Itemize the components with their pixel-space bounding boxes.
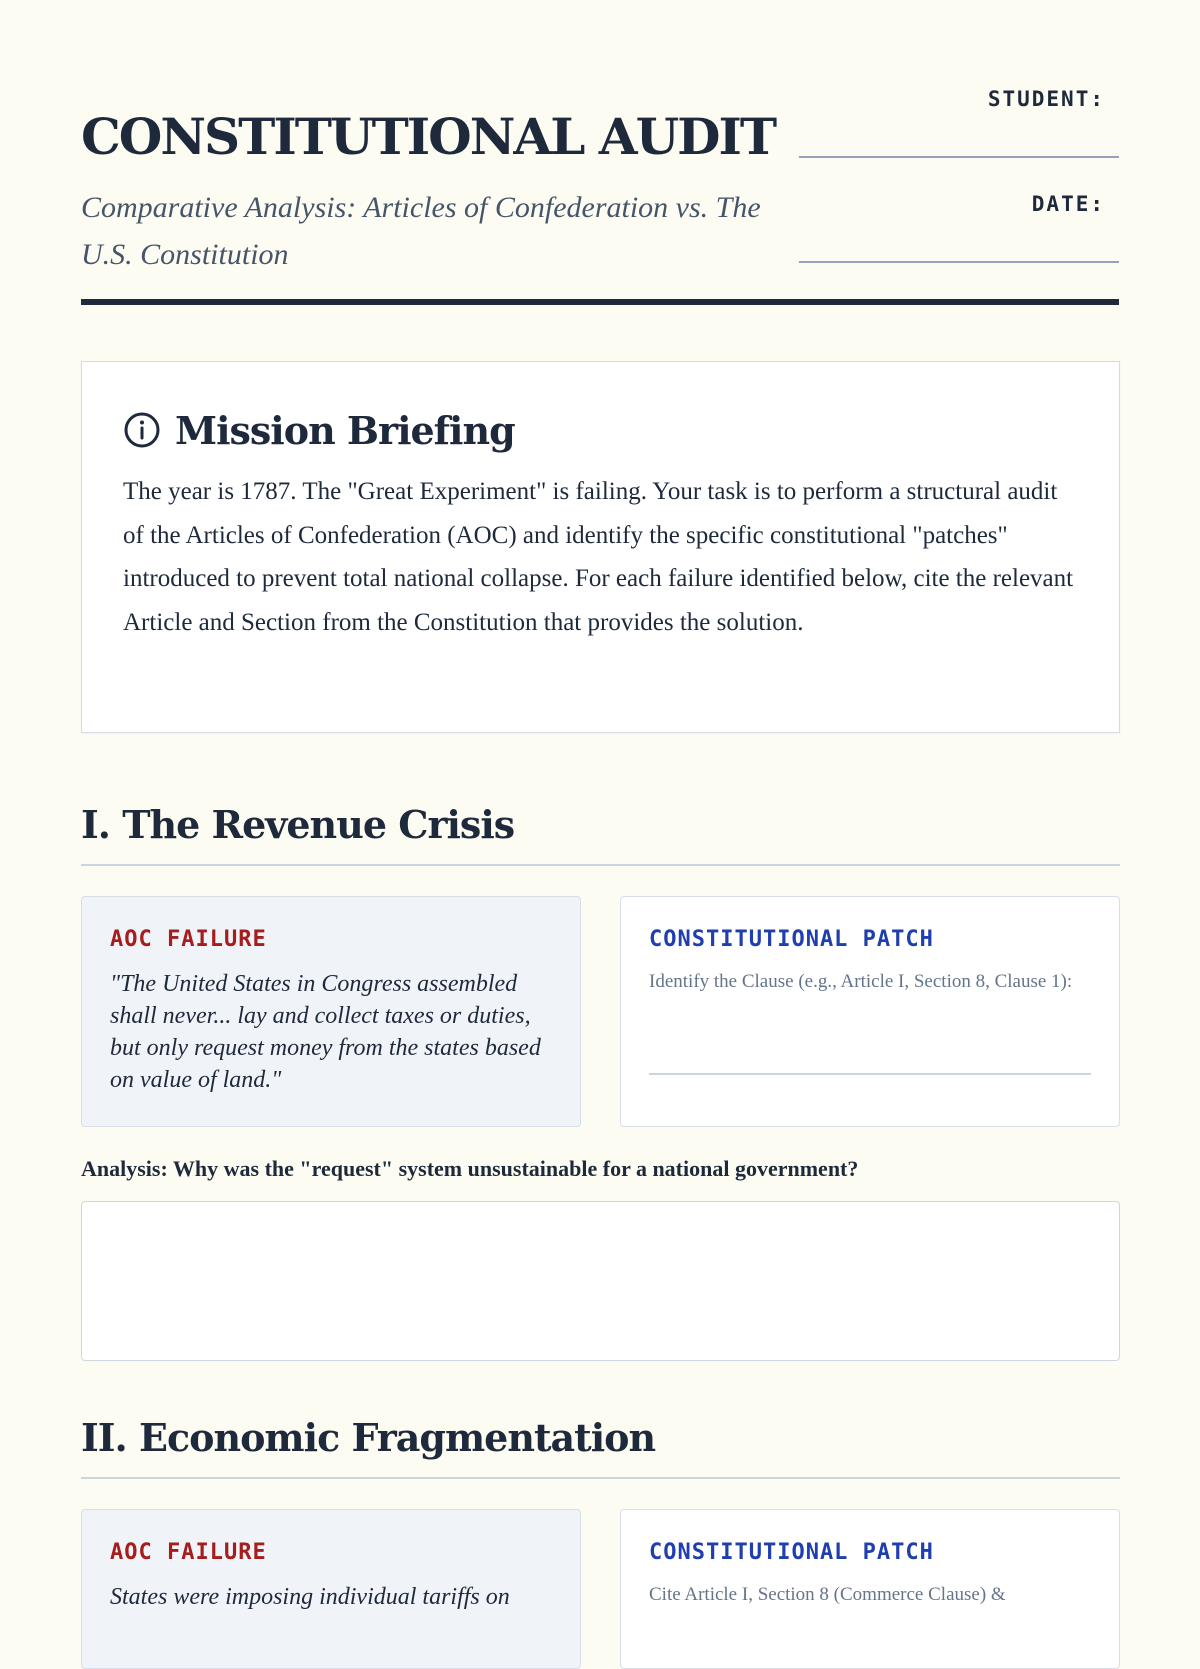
- patch-label: CONSTITUTIONAL PATCH: [649, 927, 934, 952]
- student-name-field[interactable]: [799, 87, 1119, 158]
- patch-prompt: Identify the Clause (e.g., Article I, Section 8, Clause 1):: [649, 971, 1073, 992]
- worksheet-header: [81, 0, 1119, 305]
- aoc-failure-label: AOC FAILURE: [110, 1540, 267, 1565]
- page-title: CONSTITUTIONAL AUDIT: [81, 107, 776, 166]
- section-title: II. Economic Fragmentation: [81, 1415, 1120, 1479]
- info-icon: [123, 411, 161, 449]
- aoc-failure-quote: "The United States in Congress assembled shall never... lay and collect taxes or duties, but only request money from the states based on value of land.": [110, 971, 541, 1093]
- mission-briefing-card: [81, 361, 1120, 733]
- patch-label: CONSTITUTIONAL PATCH: [649, 1540, 934, 1565]
- constitutional-patch-card: [620, 896, 1120, 1127]
- page-subtitle: Comparative Analysis: Articles of Confederation vs. The U.S. Constitution: [81, 191, 761, 271]
- aoc-failure-label: AOC FAILURE: [110, 927, 267, 952]
- date-field[interactable]: [799, 192, 1119, 263]
- date-label: DATE:: [1031, 192, 1105, 216]
- briefing-title: Mission Briefing: [175, 407, 515, 453]
- briefing-text: The year is 1787. The "Great Experiment" is failing. Your task is to perform a structural audit of the Articles of Confederation (AOC) and identify the specific constitutional "patches" introduced to prevent total national collapse. For each failure identified below, cite the relevant Article and Section from the Constitution that provides the solution.: [123, 478, 1074, 636]
- section-title: I. The Revenue Crisis: [81, 802, 1120, 866]
- aoc-failure-card: [81, 1509, 581, 1669]
- clause-answer-line[interactable]: [649, 1073, 1091, 1075]
- patch-prompt: Cite Article I, Section 8 (Commerce Clause) &: [649, 1584, 1006, 1605]
- student-label: STUDENT:: [987, 87, 1105, 111]
- analysis-answer-box[interactable]: [81, 1201, 1120, 1361]
- briefing-heading: [123, 400, 1079, 460]
- constitutional-patch-card: [620, 1509, 1120, 1669]
- analysis-question: Analysis: Why was the "request" system unsustainable for a national government?: [81, 1156, 859, 1181]
- aoc-failure-quote: States were imposing individual tariffs on: [110, 1584, 510, 1610]
- aoc-failure-card: [81, 896, 581, 1127]
